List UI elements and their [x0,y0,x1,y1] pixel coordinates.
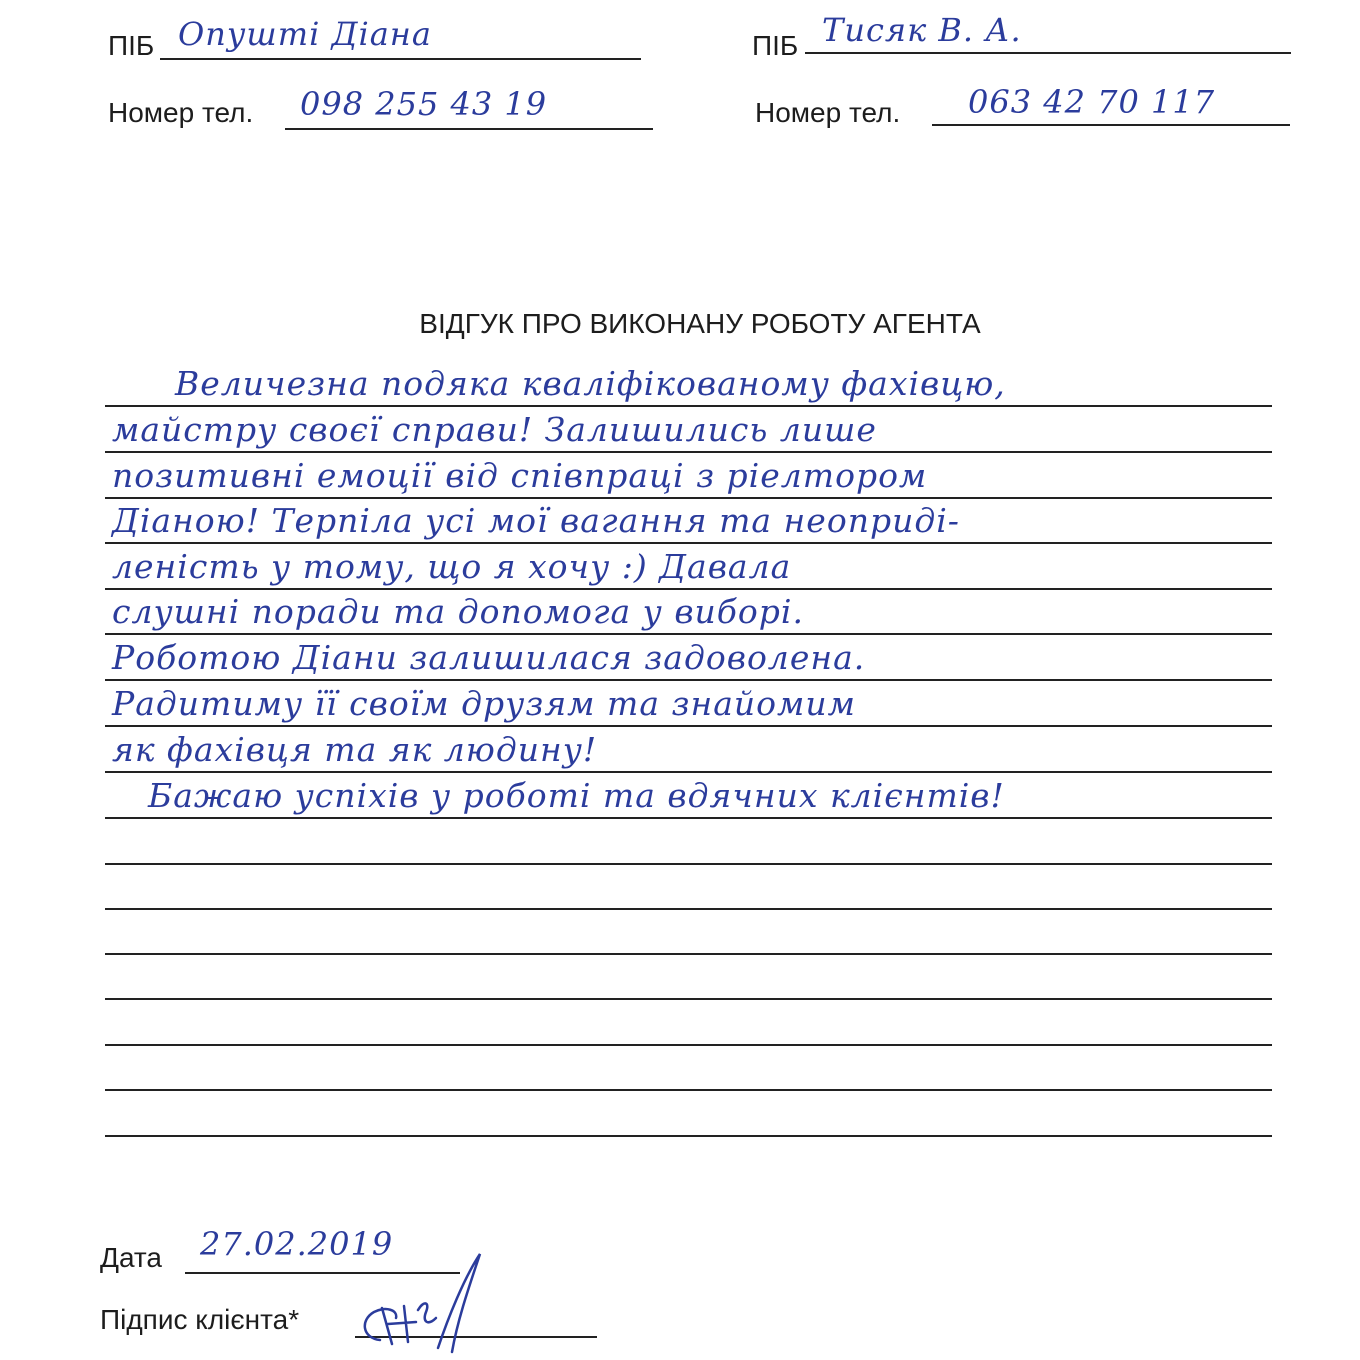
rule-line [105,725,1272,727]
review-line: леність у тому, що я хочу :) Давала [112,547,792,586]
name-value-left: Опушті Діана [178,15,432,53]
rule-line [105,953,1272,955]
rule-line [105,771,1272,773]
rule-line [105,998,1272,1000]
rule-line [105,633,1272,635]
review-line: Величезна подяка кваліфікованому фахівцю, [175,364,1006,403]
review-title: ВІДГУК ПРО ВИКОНАНУ РОБОТУ АГЕНТА [419,308,981,339]
review-line: Радитиму її своїм друзям та знайомим [112,684,856,723]
date-value: 27.02.2019 [200,1225,394,1263]
name-label-right: ПІБ [752,30,799,61]
rule-line [105,1044,1272,1046]
name-value-right: Тисяк В. А. [822,11,1022,49]
rule-line [105,1135,1272,1137]
review-line: майстру своєї справи! Залишились лише [112,410,877,449]
rule-line [105,405,1272,407]
rule-line [105,497,1272,499]
rule-line [105,863,1272,865]
phone-value-left: 098 255 43 19 [300,85,548,123]
rule-line [105,588,1272,590]
rule-line [105,451,1272,453]
review-line: як фахівця та як людину! [112,730,598,769]
review-line: Діаною! Терпіла усі мої вагання та неоприді- [112,501,960,540]
rule-line [105,1089,1272,1091]
review-line: Бажаю успіхів у роботі та вдячних клієнтів! [148,776,1005,815]
rule-line [105,679,1272,681]
ruled-lines [105,0,1272,1360]
rule-line [105,908,1272,910]
review-line: Роботою Діани залишилася задоволена. [112,638,866,677]
phone-label-right: Номер тел. [755,97,901,128]
signature-label: Підпис клієнта* [100,1304,300,1335]
review-line: слушні поради та допомога у виборі. [112,592,804,631]
name-label-left: ПІБ [108,30,155,61]
rule-line [105,542,1272,544]
phone-label-left: Номер тел. [108,97,254,128]
client-signature [352,1248,492,1358]
rule-line [105,817,1272,819]
date-label: Дата [100,1242,163,1273]
phone-value-right: 063 42 70 117 [968,83,1216,121]
review-line: позитивні емоції від співпраці з ріелтором [112,456,928,495]
